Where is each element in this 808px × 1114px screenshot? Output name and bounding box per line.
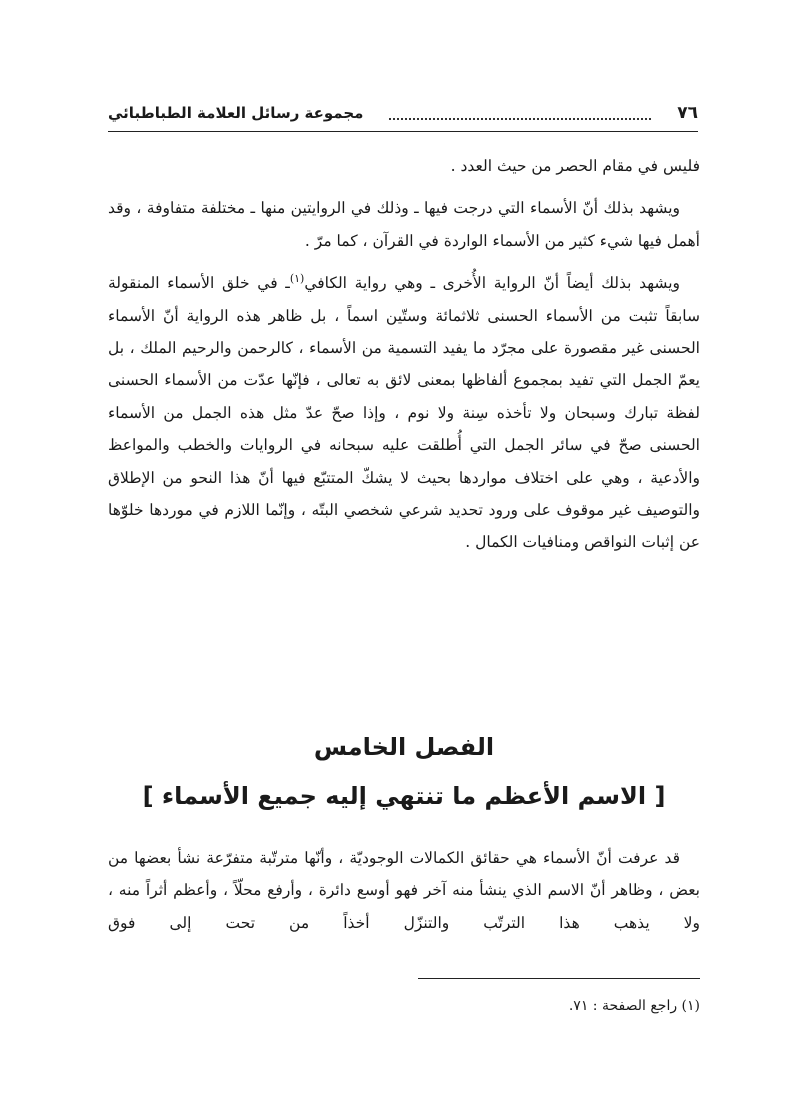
- page-number: ٧٦: [677, 103, 698, 123]
- footnote-reference[interactable]: (١): [289, 272, 305, 286]
- footnote: (١) راجع الصفحة : ٧١.: [568, 998, 700, 1014]
- paragraph-2: ويشهد بذلك أنّ الأسماء التي درجت فيها ـ وذلك في الروايتين منها ـ مختلفة متفاوفة ، وقد أهمل فيها شيء كثير من الأسماء الواردة في القرآن ، كما مرّ .: [108, 199, 700, 250]
- dotted-leader: [389, 118, 651, 120]
- header-rule: [108, 131, 698, 132]
- main-text: [108, 150, 700, 559]
- section-paragraph: قد عرفت أنّ الأسماء هي حقائق الكمالات الوجوديّة ، وأنّها مترتّبة متفرّعة نشأ بعضها من بعض ، وظاهر أنّ الاسم الذي ينشأ منه آخر فهو أوسع دائرة ، وأرفع محلّاً ، وأعظم أثراً منه ، ولا يذهب هذا الترتّب والتنزّل أخذاً من تحت إلى فوق: [108, 849, 700, 932]
- paragraph-3-rest: ـ في خلق الأسماء المنقولة سابقاً تثبت من الأسماء الحسنى ثلاثمائة وستّين اسماً ، بل ظاهر هذه الرواية أنّ الأسماء الحسنى غير مقصورة على مجرّد ما يفيد التسمية من الأسماء ، كالرحمن والرحيم الملك ، بل يعمّ الجمل التي تفيد بمجموع ألفاظها بمعنى لائق به تعالى ، فإنّها عدّت من الأسماء الحسنى لفظة تبارك وسبحان ولا تأخذه سِنة ولا نوم ، وإذا صحّ عدّ مثل هذه الجمل من الأسماء الحسنى صحّ في سائر الجمل التي أُطلقت عليه سبحانه في الروايات والخطب والمواعظ والأدعية ، وهي على اختلاف مواردها بحيث لا يشكّ المتتبّع فيها أنّ هذا النحو من الإطلاق والتوصيف غير موقوف على ورود تحديد شرعي شخصي البتّه ، وإنّما اللازم في موردها خلوّها عن إثبات النواقص ومنافيات الكمال .: [108, 274, 700, 552]
- book-title: مجموعة رسائل العلامة الطباطبائي: [108, 104, 364, 122]
- paragraph-3-start: ويشهد بذلك أيضاً أنّ الرواية الأُخرى ـ وهي رواية الكافي: [304, 274, 681, 293]
- chapter-heading: [108, 726, 700, 818]
- paragraph-1: فليس في مقام الحصر من حيث العدد .: [450, 157, 700, 175]
- footnote-rule: [418, 978, 700, 979]
- running-header: [108, 96, 698, 130]
- chapter-title: الفصل الخامس: [313, 733, 495, 761]
- paragraph-3: [108, 267, 700, 559]
- chapter-subtitle: [ الاسم الأعظم ما تنتهي إليه جميع الأسماء ]: [142, 782, 666, 810]
- section-text: [108, 842, 700, 939]
